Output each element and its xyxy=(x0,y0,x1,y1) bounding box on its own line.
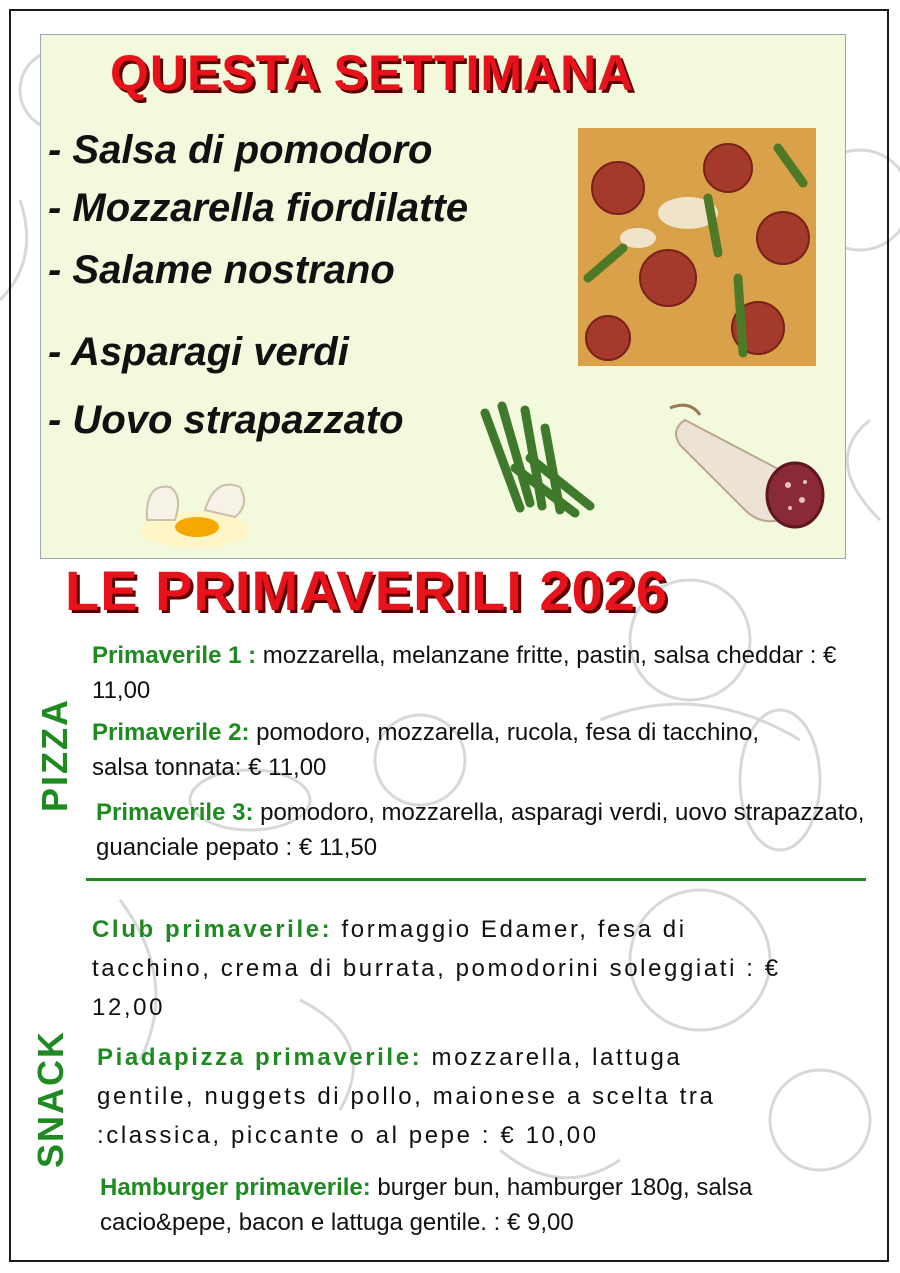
ingredient-5: - Uovo strapazzato xyxy=(48,398,404,442)
item-name: Hamburger primaverile: xyxy=(100,1174,371,1201)
menu-title: LE PRIMAVERILI 2026 xyxy=(65,559,669,622)
snack-section-label: SNACK xyxy=(30,1029,71,1168)
item-description: burger bun, hamburger 180g, salsa cacio&pepe, bacon e lattuga gentile. : € 9,00 xyxy=(100,1174,753,1236)
item-description: mozzarella, melanzane fritte, pastin, salsa cheddar : € 11,00 xyxy=(92,642,837,704)
section-divider xyxy=(86,878,866,881)
ingredient-3: - Salame nostrano xyxy=(48,248,395,292)
menu-item xyxy=(92,715,792,785)
menu-item xyxy=(92,910,792,1027)
menu-item xyxy=(96,795,866,865)
item-name: Club primaverile: xyxy=(92,916,333,943)
pizza-section-label: PIZZA xyxy=(34,698,75,812)
item-description: pomodoro, mozzarella, asparagi verdi, uovo strapazzato, guanciale pepato : € 11,50 xyxy=(96,799,865,861)
salami-image xyxy=(660,400,830,530)
asparagus-image xyxy=(470,398,600,518)
item-name: Primaverile 2: xyxy=(92,719,250,746)
ingredient-1: - Salsa di pomodoro xyxy=(48,128,433,172)
item-name: Piadapizza primaverile: xyxy=(97,1044,423,1071)
ingredient-2: - Mozzarella fiordilatte xyxy=(48,186,469,230)
menu-item xyxy=(100,1170,860,1240)
menu-item xyxy=(97,1038,787,1155)
menu-item xyxy=(92,638,852,708)
item-name: Primaverile 1 : xyxy=(92,642,257,669)
ingredient-4: - Asparagi verdi xyxy=(48,330,349,374)
pizza-photo xyxy=(578,128,816,366)
item-description: formaggio Edamer, fesa di tacchino, crema di burrata, pomodorini soleggiati : € 12,00 xyxy=(92,916,781,1021)
item-description: mozzarella, lattuga gentile, nuggets di pollo, maionese a scelta tra :classica, piccante o al pepe : € 10,00 xyxy=(97,1044,716,1149)
item-description: pomodoro, mozzarella, rucola, fesa di tacchino, salsa tonnata: € 11,00 xyxy=(92,719,760,781)
item-name: Primaverile 3: xyxy=(96,799,254,826)
egg-image xyxy=(135,475,255,555)
weekly-title: QUESTA SETTIMANA xyxy=(110,45,635,101)
